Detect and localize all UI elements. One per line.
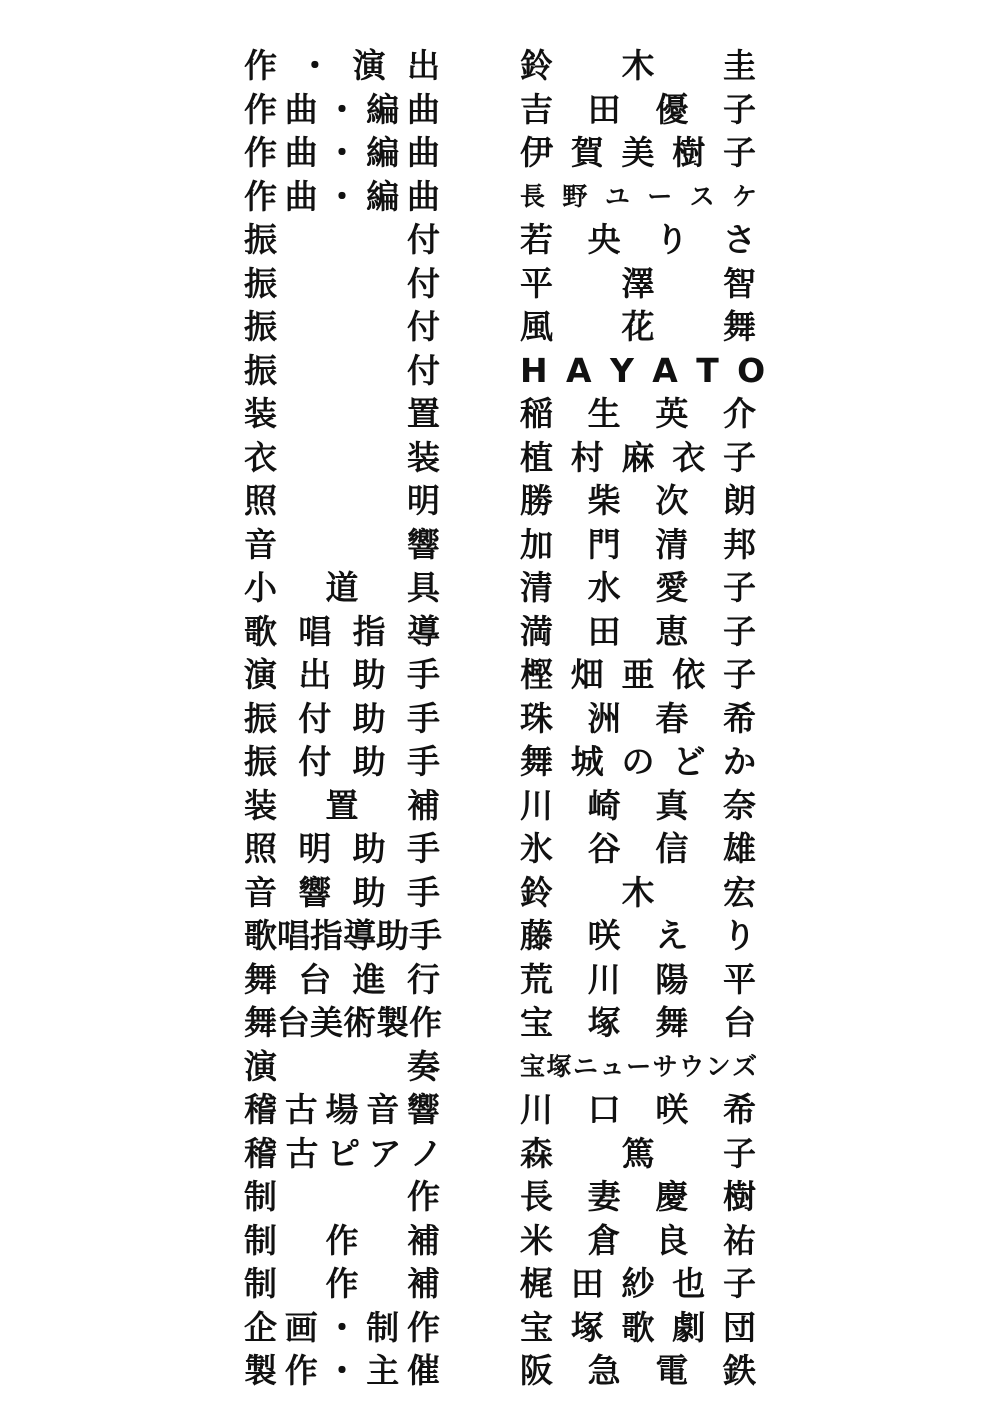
credit-row xyxy=(244,1219,764,1263)
credit-row xyxy=(244,1349,764,1393)
credit-row xyxy=(244,697,764,741)
credit-row xyxy=(244,784,764,828)
credit-name: 長 野 ユ ー ス ケ xyxy=(520,181,758,211)
credit-name: 阪 急 電 鉄 xyxy=(520,1351,756,1391)
credit-row xyxy=(244,1001,764,1045)
credit-name: 清 水 愛 子 xyxy=(520,568,756,608)
credit-role: 製 作 ・ 主 催 xyxy=(244,1351,440,1391)
credit-row xyxy=(244,740,764,784)
credit-role: 振 付 xyxy=(244,263,440,303)
credit-name: 若 央 り さ xyxy=(520,220,756,260)
credit-name: 植 村 麻 衣 子 xyxy=(520,437,756,477)
credit-name: 藤 咲 え り xyxy=(520,916,756,956)
credit-role: 小 道 具 xyxy=(244,568,440,608)
credit-name: 平 澤 智 xyxy=(520,263,756,303)
credit-role: 演 奏 xyxy=(244,1046,440,1086)
credit-role: 振 付 助 手 xyxy=(244,698,440,738)
credit-role: 振 付 助 手 xyxy=(244,742,440,782)
credit-name: 加 門 清 邦 xyxy=(520,524,756,564)
credit-row xyxy=(244,349,764,393)
credit-row xyxy=(244,392,764,436)
credit-row xyxy=(244,175,764,219)
credit-role: 照 明 xyxy=(244,481,440,521)
credit-role: 振 付 xyxy=(244,307,440,347)
credit-row xyxy=(244,262,764,306)
credit-role: 照 明 助 手 xyxy=(244,829,440,869)
credit-name: 勝 柴 次 朗 xyxy=(520,481,756,521)
credit-row xyxy=(244,914,764,958)
credit-role: 制 作 補 xyxy=(244,1264,440,1304)
credit-name: 米 倉 良 祐 xyxy=(520,1220,756,1260)
credit-name: 荒 川 陽 平 xyxy=(520,959,756,999)
credit-row xyxy=(244,305,764,349)
credit-role: 振 付 xyxy=(244,350,440,390)
credit-name: 梶 田 紗 也 子 xyxy=(520,1264,756,1304)
credits-list xyxy=(244,44,764,1393)
credit-role: 舞台美術製作 xyxy=(244,1003,442,1043)
credit-name: 森 篤 子 xyxy=(520,1133,756,1173)
credit-name: 満 田 恵 子 xyxy=(520,611,756,651)
credit-role: 衣 装 xyxy=(244,437,440,477)
credit-role: 制 作 xyxy=(244,1177,440,1217)
credit-row xyxy=(244,1306,764,1350)
credit-row xyxy=(244,566,764,610)
credit-row xyxy=(244,653,764,697)
credit-row xyxy=(244,871,764,915)
credit-row xyxy=(244,218,764,262)
credit-role: 稽 古 ピ ア ノ xyxy=(244,1133,443,1173)
credit-row xyxy=(244,827,764,871)
credit-name: 伊 賀 美 樹 子 xyxy=(520,133,756,173)
credit-role: 稽 古 場 音 響 xyxy=(244,1090,440,1130)
credit-role: 音 響 助 手 xyxy=(244,872,440,912)
credit-name: 氷 谷 信 雄 xyxy=(520,829,756,869)
credit-role: 舞 台 進 行 xyxy=(244,959,440,999)
credit-row xyxy=(244,958,764,1002)
credit-name: 樫 畑 亜 依 子 xyxy=(520,655,756,695)
credit-row xyxy=(244,436,764,480)
credit-name: 珠 洲 春 希 xyxy=(520,698,756,738)
credit-role: 作 曲 ・ 編 曲 xyxy=(244,89,440,129)
credit-name: 鈴 木 宏 xyxy=(520,872,756,912)
credit-role: 作 ・ 演 出 xyxy=(244,46,440,86)
credit-role: 歌唱指導助手 xyxy=(244,916,442,956)
credit-name: H A Y A T O xyxy=(520,350,766,390)
credit-role: 歌 唱 指 導 xyxy=(244,611,440,651)
credit-name: 長 妻 慶 樹 xyxy=(520,1177,756,1217)
credit-row xyxy=(244,44,764,88)
credit-name: 鈴 木 圭 xyxy=(520,46,756,86)
credit-role: 装 置 補 xyxy=(244,785,440,825)
credit-role: 作 曲 ・ 編 曲 xyxy=(244,176,440,216)
credit-row xyxy=(244,1132,764,1176)
credit-name: 吉 田 優 子 xyxy=(520,89,756,129)
credit-name: 風 花 舞 xyxy=(520,307,756,347)
credit-role: 装 置 xyxy=(244,394,440,434)
credit-name: 宝 塚 舞 台 xyxy=(520,1003,756,1043)
credit-name: 川 崎 真 奈 xyxy=(520,785,756,825)
credit-role: 作 曲 ・ 編 曲 xyxy=(244,133,440,173)
credit-row xyxy=(244,523,764,567)
credit-name: 宝 塚 歌 劇 団 xyxy=(520,1307,756,1347)
credit-row xyxy=(244,1045,764,1089)
credit-row xyxy=(244,1262,764,1306)
credit-name: 舞 城 の ど か xyxy=(520,742,756,782)
credit-row xyxy=(244,479,764,523)
credit-row xyxy=(244,1175,764,1219)
credit-role: 企 画 ・ 制 作 xyxy=(244,1307,440,1347)
credit-row xyxy=(244,1088,764,1132)
credit-role: 制 作 補 xyxy=(244,1220,440,1260)
credit-role: 音 響 xyxy=(244,524,440,564)
credit-name: 川 口 咲 希 xyxy=(520,1090,756,1130)
credit-name: 宝塚ニューサウンズ xyxy=(520,1051,758,1081)
credit-role: 演 出 助 手 xyxy=(244,655,440,695)
credit-row xyxy=(244,131,764,175)
credit-role: 振 付 xyxy=(244,220,440,260)
credit-name: 稲 生 英 介 xyxy=(520,394,756,434)
credit-row xyxy=(244,610,764,654)
credit-row xyxy=(244,88,764,132)
